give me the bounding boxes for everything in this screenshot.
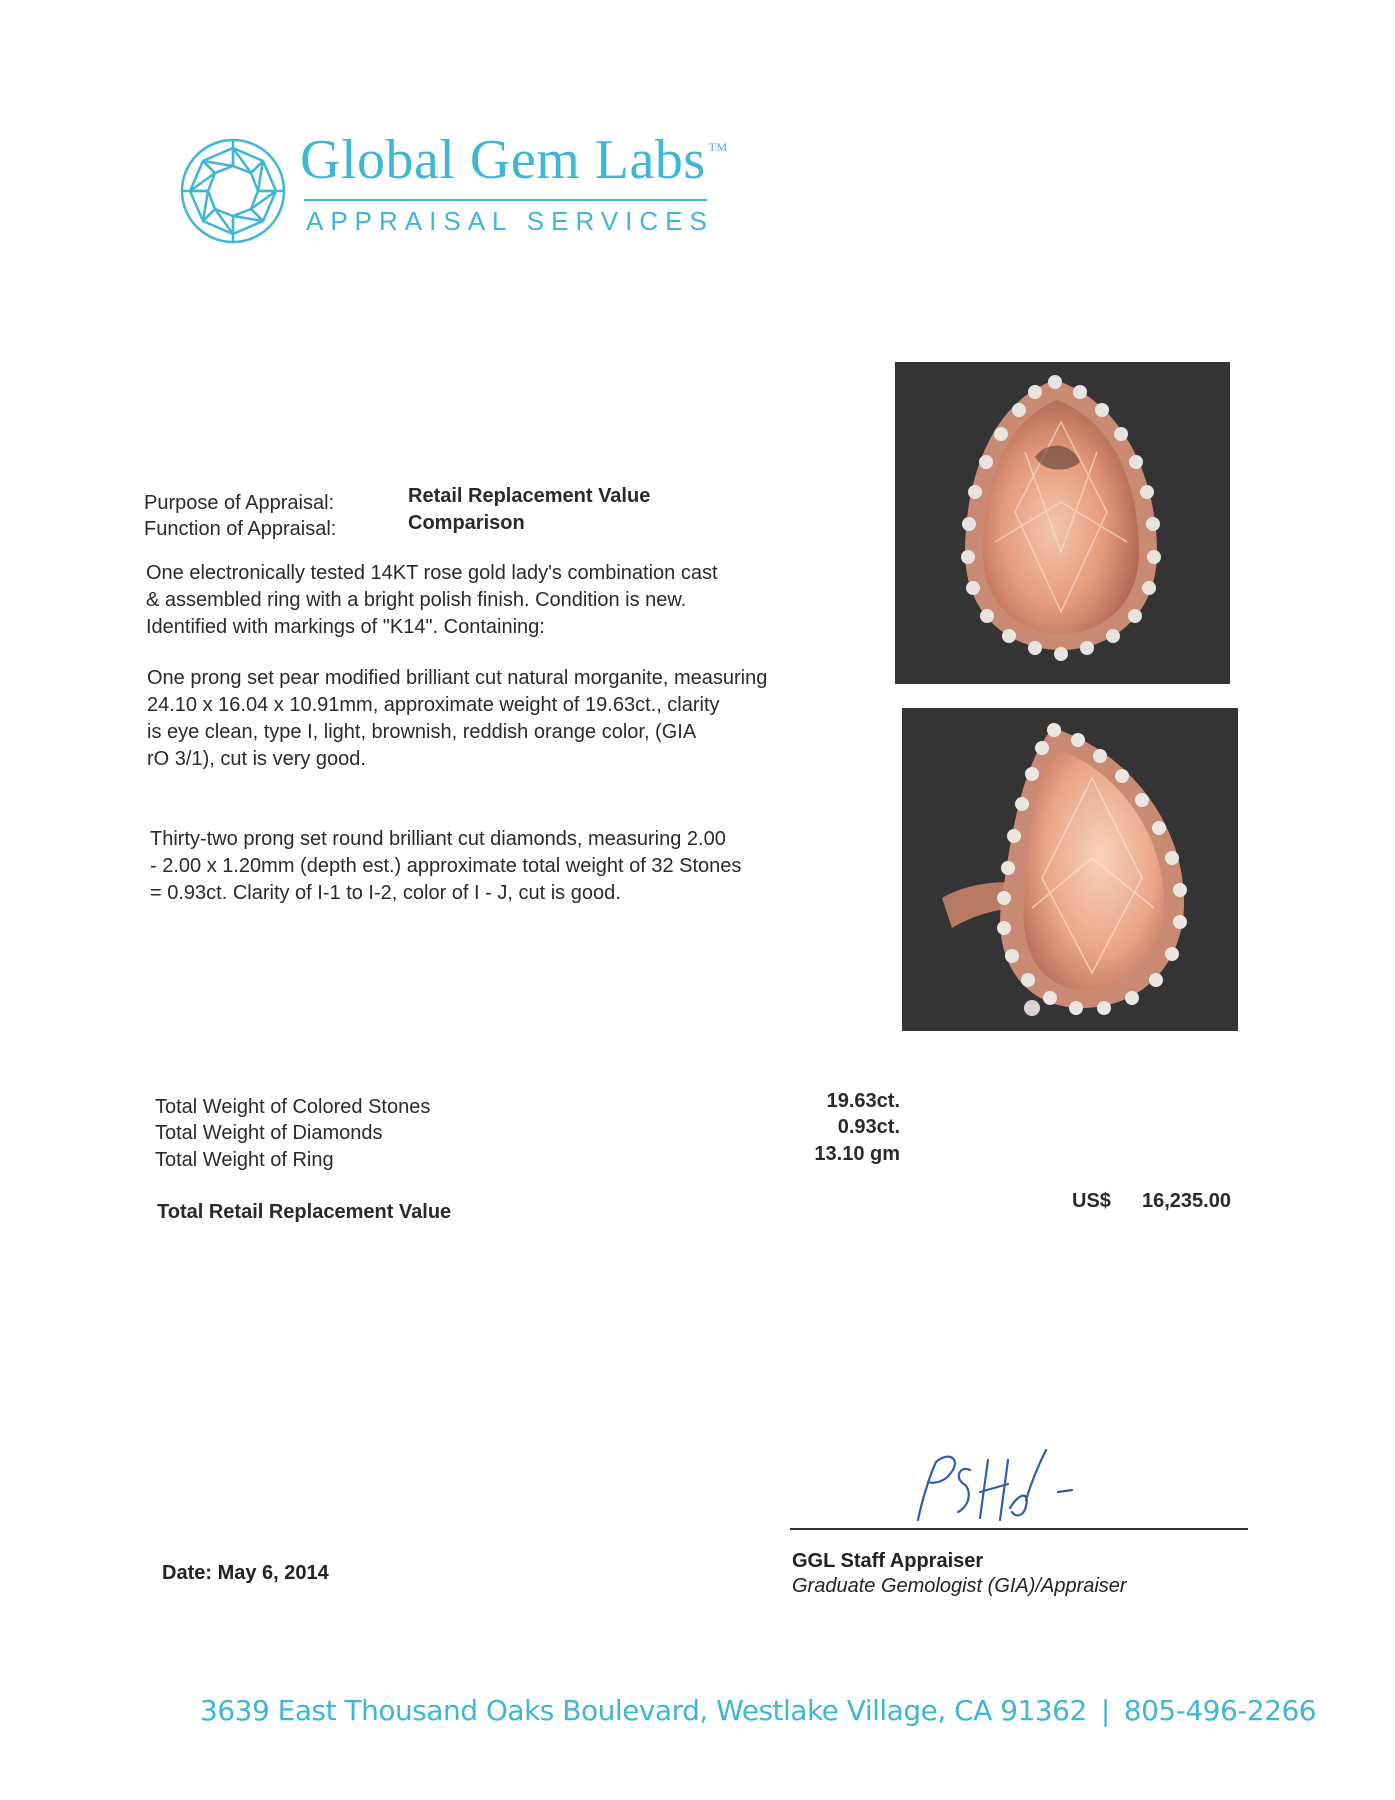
diamonds-description [150, 826, 741, 907]
replacement-value-label: Total Retail Replacement Value [157, 1201, 452, 1223]
trademark-mark: TM [708, 140, 728, 154]
diamonds-line: Thirty-two prong set round brilliant cut diamonds, measuring 2.00 [150, 828, 726, 850]
function-value: Comparison [408, 512, 525, 534]
diamonds-weight-label: Total Weight of Diamonds [155, 1122, 383, 1144]
brand-name: Global Gem Labs ™ [300, 129, 728, 191]
ring-description-line: & assembled ring with a bright polish finish. Condition is new. [146, 589, 687, 611]
replacement-value-amount: 16,235.00 [1142, 1190, 1231, 1212]
center-stone-line: One prong set pear modified brilliant cut natural morganite, measuring [147, 667, 768, 689]
ring-weight-label: Total Weight of Ring [155, 1149, 334, 1171]
center-stone-line: rO 3/1), cut is very good. [147, 748, 366, 770]
ring-top-view-image [895, 362, 1230, 684]
diamonds-weight-value: 0.93ct. [837, 1116, 900, 1138]
purpose-label: Purpose of Appraisal: [144, 492, 335, 514]
brand-divider [304, 199, 707, 201]
footer-contact [200, 1694, 1316, 1727]
gem-logo-icon [178, 136, 288, 246]
colored-stones-label: Total Weight of Colored Stones [155, 1096, 431, 1118]
footer-separator: | [1100, 1694, 1110, 1727]
ring-description-line: One electronically tested 14KT rose gold lady's combination cast [146, 562, 718, 584]
ring-description-line: Identified with markings of "K14". Containing: [146, 616, 545, 638]
ring-photo-top [895, 362, 1230, 684]
appraiser-credential: Graduate Gemologist (GIA)/Appraiser [792, 1575, 1127, 1597]
ring-angled-view-image [902, 708, 1238, 1031]
function-label: Function of Appraisal: [144, 518, 337, 540]
signature-icon [900, 1440, 1100, 1540]
colored-stones-value: 19.63ct. [826, 1090, 900, 1112]
footer-phone: 805-496-2266 [1123, 1694, 1317, 1727]
ring-photo-angled [902, 708, 1238, 1031]
appraisal-date: Date: May 6, 2014 [162, 1562, 329, 1584]
footer-address: 3639 East Thousand Oaks Boulevard, Westlake Village, CA 91362 [200, 1694, 1087, 1727]
appraiser-title: GGL Staff Appraiser [792, 1550, 984, 1572]
diamonds-line: = 0.93ct. Clarity of I-1 to I-2, color of I - J, cut is good. [150, 882, 621, 904]
center-stone-description [147, 665, 767, 773]
currency-code: US$ [1072, 1190, 1111, 1212]
signature-line [790, 1528, 1248, 1530]
brand-subtitle: APPRAISAL SERVICES [306, 206, 714, 236]
center-stone-line: 24.10 x 16.04 x 10.91mm, approximate weight of 19.63ct., clarity [147, 694, 720, 716]
ring-weight-value: 13.10 gm [814, 1143, 900, 1165]
center-stone-line: is eye clean, type I, light, brownish, reddish orange color, (GIA [147, 721, 697, 743]
purpose-value: Retail Replacement Value [408, 485, 651, 507]
diamonds-line: - 2.00 x 1.20mm (depth est.) approximate total weight of 32 Stones [150, 855, 742, 877]
ring-description [146, 560, 718, 641]
